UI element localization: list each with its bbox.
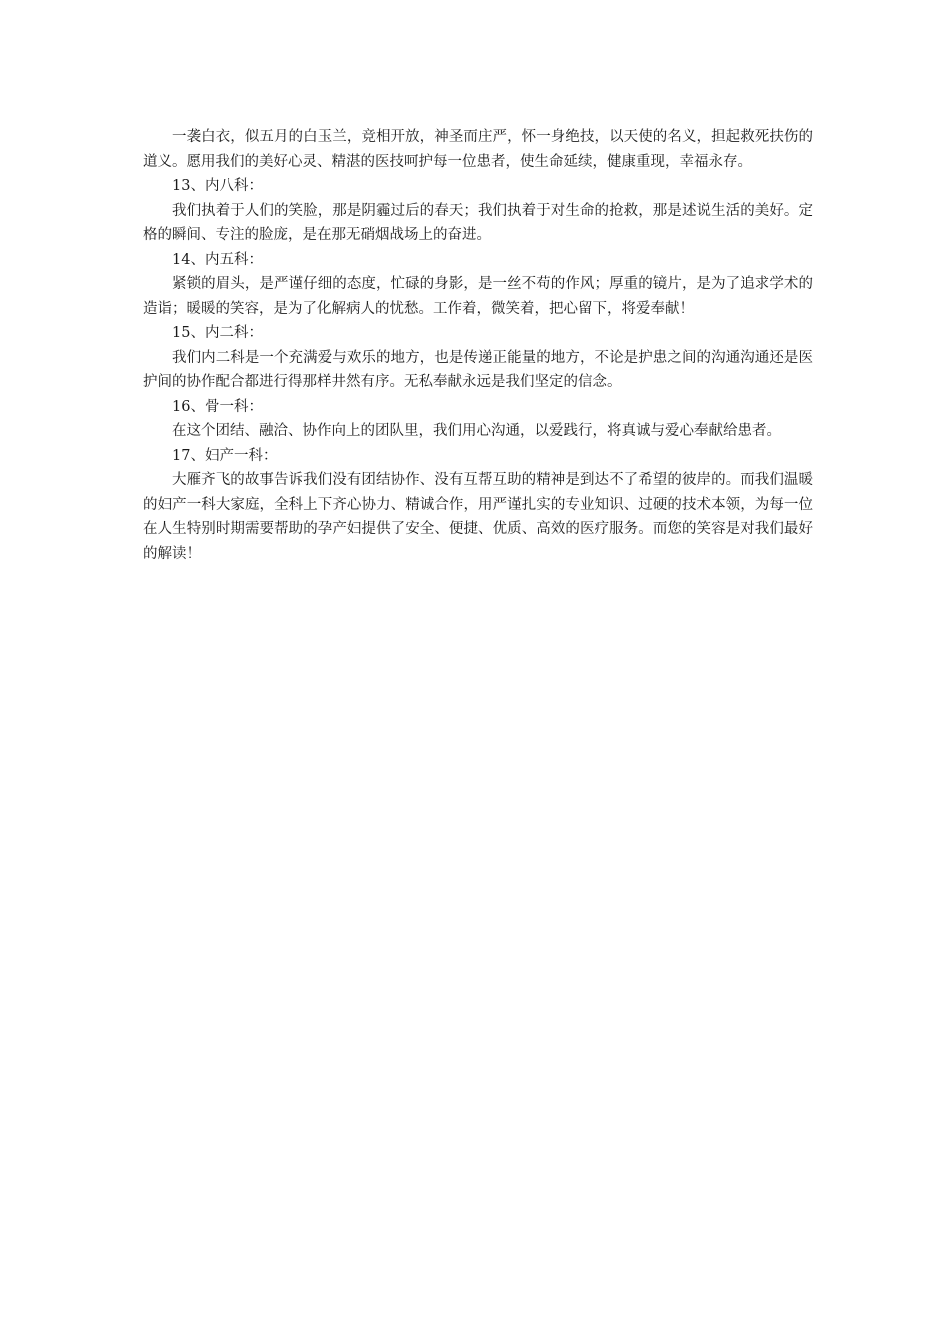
section-paragraph-14: 紧锁的眉头，是严谨仔细的态度，忙碌的身影，是一丝不苟的作风；厚重的镜片，是为了追求学术的造诣；暖暖的笑容，是为了化解病人的忧愁。工作着，微笑着，把心留下，将爱奉献！ [143,276,813,317]
section-heading-15: 15、内二科： [172,325,263,341]
section-paragraph-16: 在这个团结、融洽、协作向上的团队里，我们用心沟通，以爱践行，将真诚与爱心奉献给患者。 [172,423,781,439]
intro-paragraph: 一袭白衣，似五月的白玉兰，竞相开放，神圣而庄严，怀一身绝技，以天使的名义，担起救死扶伤的道义。愿用我们的美好心灵、精湛的医技呵护每一位患者，使生命延续，健康重现，幸福永存。 [143,129,813,170]
section-heading-13: 13、内八科： [172,178,263,194]
document-body [143,125,813,566]
section-heading-14: 14、内五科： [172,251,263,268]
section-paragraph-17: 大雁齐飞的故事告诉我们没有团结协作、没有互帮互助的精神是到达不了希望的彼岸的。而我们温暖的妇产一科大家庭，全科上下齐心协力、精诚合作，用严谨扎实的专业知识、过硬的技术本领，为每一位在人生特别时期需要帮助的孕产妇提供了安全、便捷、优质、高效的医疗服务。而您的笑容是对我们最好的解读！ [143,472,813,562]
section-paragraph-13: 我们执着于人们的笑脸，那是阴霾过后的春天；我们执着于对生命的抢救，那是述说生活的美好。定格的瞬间、专注的脸庞，是在那无硝烟战场上的奋进。 [143,202,813,243]
section-paragraph-15: 我们内二科是一个充满爱与欢乐的地方，也是传递正能量的地方，不论是护患之间的沟通沟通还是医护间的协作配合都进行得那样井然有序。无私奉献永远是我们坚定的信念。 [143,349,813,390]
section-heading-16: 16、骨一科： [172,398,263,415]
section-heading-17: 17、妇产一科： [172,447,278,464]
